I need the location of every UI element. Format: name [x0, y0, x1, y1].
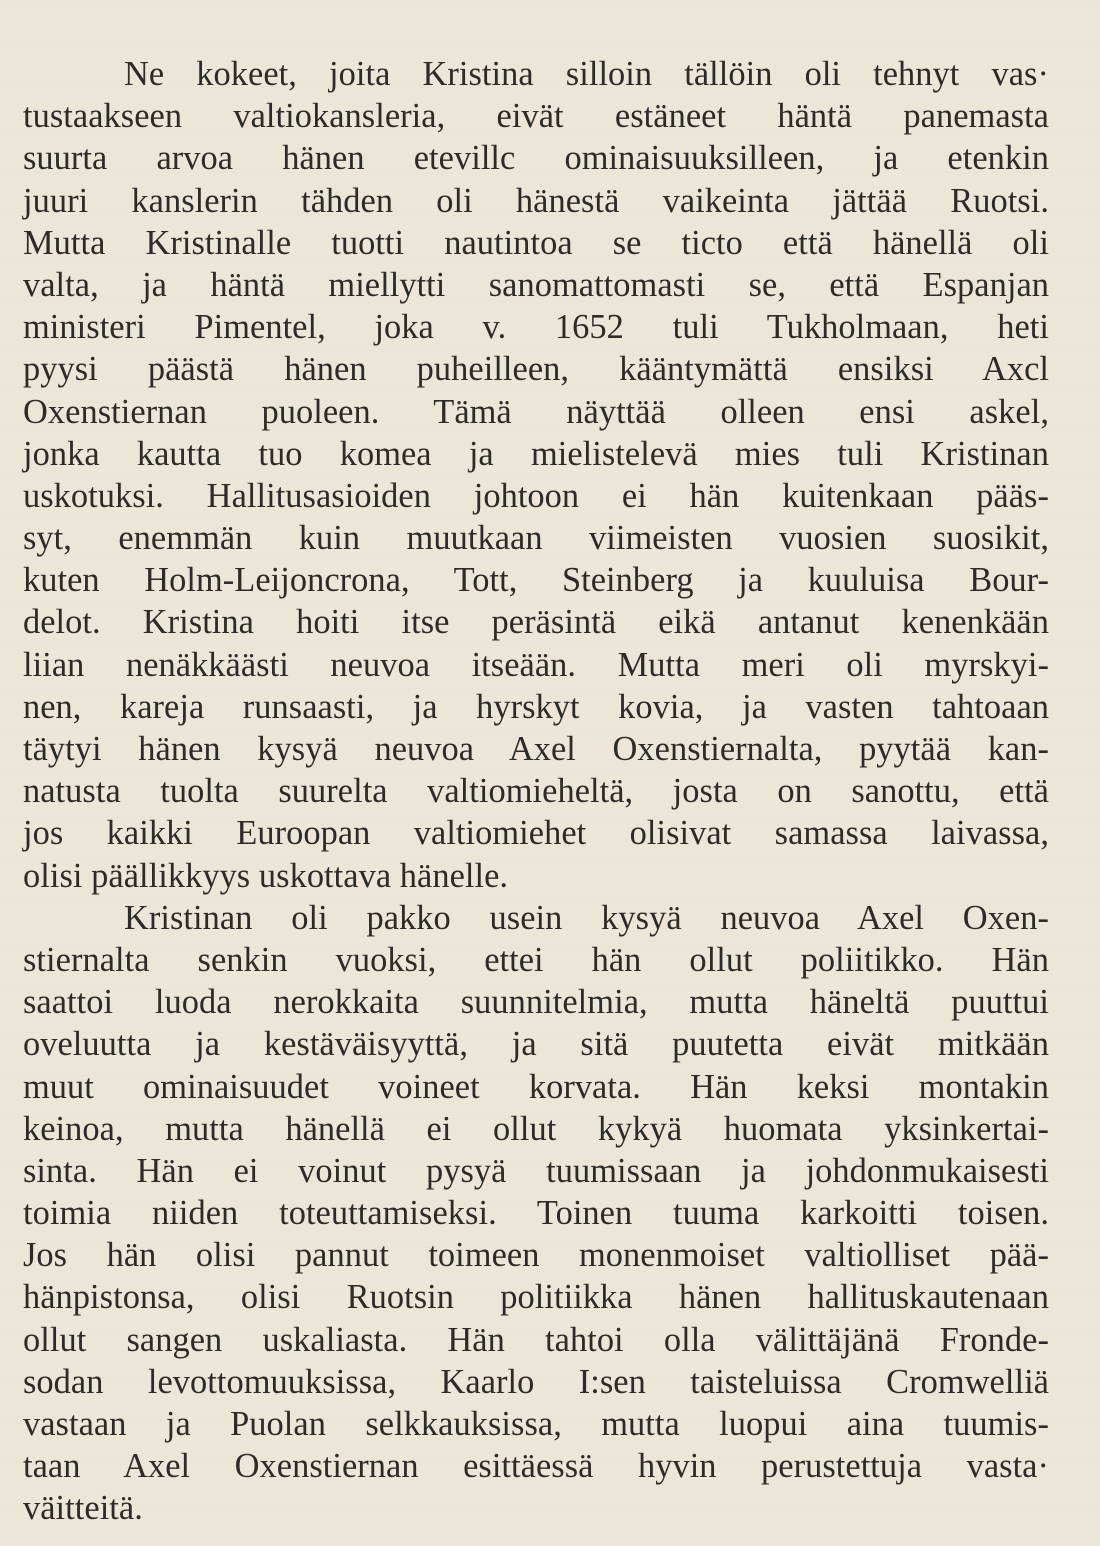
text-line: uskotuksi. Hallitusasioiden johtoon ei hän kuitenkaan pääs- — [23, 476, 1049, 515]
text-line: Kristinan oli pakko usein kysyä neuvoa Axel Oxen- — [124, 898, 1049, 937]
text-line: jos kaikki Euroopan valtiomiehet olisivat samassa laivassa, — [23, 814, 1049, 853]
text-line: ministeri Pimentel, joka v. 1652 tuli Tukholmaan, heti — [23, 308, 1049, 347]
text-line: delot. Kristina hoiti itse peräsintä eikä antanut kenenkään — [23, 603, 1049, 642]
text-line: keinoa, mutta hänellä ei ollut kykyä huomata yksinkertai- — [23, 1109, 1049, 1148]
text-line: juuri kanslerin tähden oli hänestä vaikeinta jättää Ruotsi. — [23, 181, 1049, 220]
text-line: stiernalta senkin vuoksi, ettei hän ollut poliitikko. Hän — [23, 940, 1049, 979]
text-line: Ne kokeet, joita Kristina silloin tällöin oli tehnyt vas· — [124, 55, 1049, 93]
text-line: natusta tuolta suurelta valtiomieheltä, josta on sanottu, että — [23, 772, 1049, 811]
text-line: Mutta Kristinalle tuotti nautintoa se ticto että hänellä oli — [23, 223, 1049, 262]
text-line: tustaakseen valtiokansleria, eivät estäneet häntä panemasta — [23, 97, 1049, 136]
text-line: pyysi päästä hänen puheilleen, kääntymättä ensiksi Axcl — [23, 350, 1049, 389]
text-line: Oxenstiernan puoleen. Tämä näyttää olleen ensi askel, — [23, 392, 1049, 431]
text-line: ollut sangen uskaliasta. Hän tahtoi olla välittäjänä Fronde- — [23, 1320, 1049, 1359]
text-line: jonka kautta tuo komea ja mielistelevä mies tuli Kristinan — [23, 434, 1049, 473]
body-text — [23, 53, 1049, 1530]
text-line: vastaan ja Puolan selkkauksissa, mutta luopui aina tuumis- — [23, 1405, 1049, 1443]
text-line: saattoi luoda nerokkaita suunnitelmia, mutta häneltä puuttui — [23, 983, 1049, 1022]
text-line: toimia niiden toteuttamiseksi. Toinen tuuma karkoitti toisen. — [23, 1194, 1049, 1233]
text-line: olisi päällikkyys uskottava hänelle. — [23, 856, 509, 895]
text-line: nen, kareja runsaasti, ja hyrskyt kovia, ja vasten tahtoaan — [23, 687, 1049, 726]
text-line: valta, ja häntä miellytti sanomattomasti se, että Espanjan — [23, 265, 1049, 304]
text-line: sinta. Hän ei voinut pysyä tuumissaan ja johdonmukaisesti — [23, 1151, 1049, 1190]
text-line: suurta arvoa hänen etevillc ominaisuuksilleen, ja etenkin — [23, 139, 1049, 178]
text-line: sodan levottomuuksissa, Kaarlo I:sen taisteluissa Cromwelliä — [23, 1362, 1049, 1401]
text-line: syt, enemmän kuin muutkaan viimeisten vuosien suosikit, — [23, 519, 1049, 558]
text-line: muut ominaisuudet voineet korvata. Hän keksi montakin — [23, 1067, 1049, 1106]
text-line: täytyi hänen kysyä neuvoa Axel Oxenstiernalta, pyytää kan- — [23, 730, 1049, 768]
text-line: liian nenäkkäästi neuvoa itseään. Mutta meri oli myrskyi- — [23, 645, 1049, 684]
text-line: kuten Holm-Leijoncrona, Tott, Steinberg ja kuuluisa Bour- — [23, 561, 1049, 600]
text-line: taan Axel Oxenstiernan esittäessä hyvin perustettuja vasta· — [23, 1447, 1049, 1486]
text-line: oveluutta ja kestäväisyyttä, ja sitä puutetta eivät mitkään — [23, 1025, 1049, 1064]
paragraph-2 — [23, 897, 1049, 1530]
text-line: Jos hän olisi pannut toimeen monenmoiset valtiolliset pää- — [23, 1236, 1049, 1275]
text-line: väitteitä. — [23, 1489, 143, 1528]
text-line: hänpistonsa, olisi Ruotsin politiikka hänen hallituskautenaan — [23, 1278, 1049, 1317]
paragraph-1 — [23, 53, 1049, 897]
